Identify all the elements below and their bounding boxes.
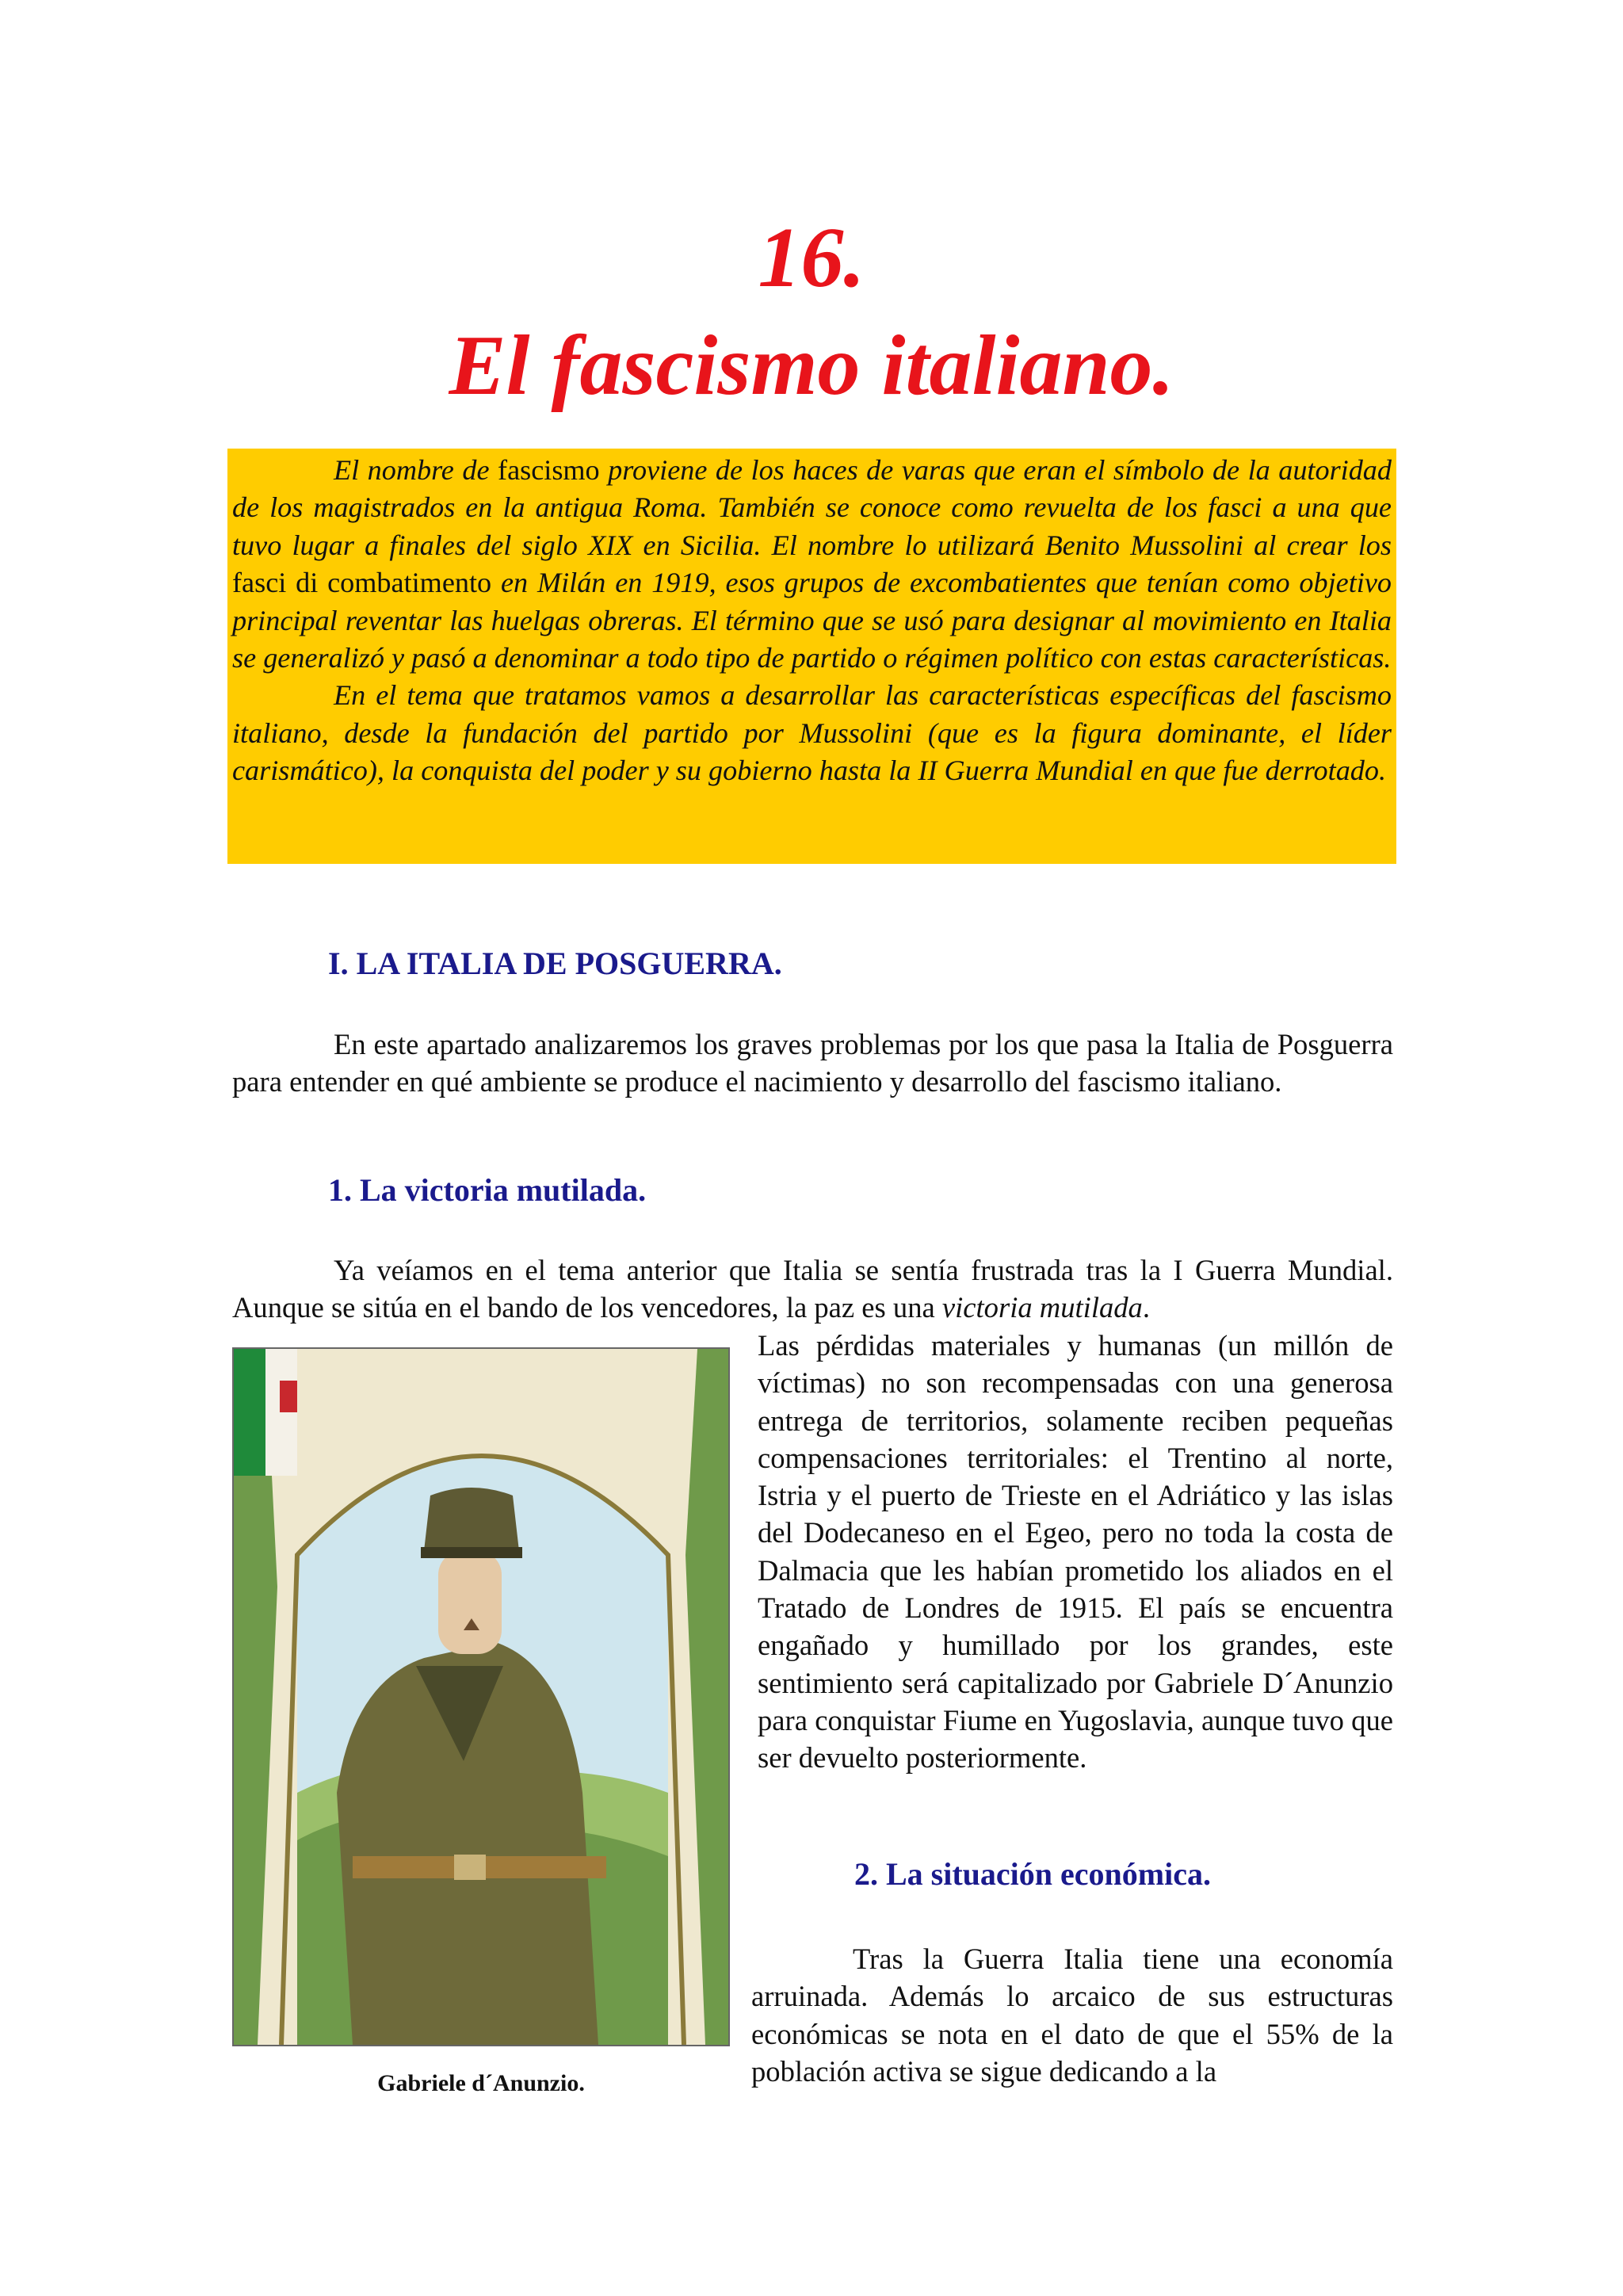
paragraph-emphasis: victoria mutilada xyxy=(941,1291,1143,1324)
subsection-heading-1: 1. La victoria mutilada. xyxy=(328,1172,647,1208)
portrait-image xyxy=(232,1347,730,2046)
chapter-title: El fascismo italiano. xyxy=(449,319,1174,413)
victoria-paragraph-continued: Las pérdidas materiales y humanas (un millón de víctimas) no son recompensadas con una generosa entrega de territorios, solamente reciben pequeñas compensaciones territoriales: el Trentino al norte, Istria y el puerto de Trieste en el Adriático y las islas del Dodecaneso en el Egeo, pero no toda la costa de Dalmacia que les habían prometido los aliados en el Tratado de Londres de 1915. El país se encuentra engañado y humillado por los grandes, este sentimiento será capitalizado por Gabriele D´Anunzio para conquistar Fiume en Yugoslavia, aunque tuvo que ser devuelto posteriormente. xyxy=(758,1329,1393,1775)
chapter-number: 16. xyxy=(758,211,865,305)
figure-caption: Gabriele d´Anunzio. xyxy=(377,2070,585,2096)
intro-box xyxy=(227,449,1396,864)
section-heading: I. LA ITALIA DE POSGUERRA. xyxy=(328,946,782,981)
intro-text: El nombre de xyxy=(334,454,498,486)
portrait-illustration xyxy=(234,1349,728,2045)
economia-paragraph: Tras la Guerra Italia tiene una economía arruinada. Además lo arcaico de sus estructuras económicas se nota en el dato de que el 55% de la población activa se sigue dedicando a la xyxy=(751,1943,1393,2088)
intro-term-fascismo: fascismo xyxy=(498,454,600,486)
paragraph-text: Ya veíamos en el tema anterior que Italia se sentía frustrada tras la I Guerra Mundial. Aunque se sitúa en el bando de los vencedores, la paz es una xyxy=(232,1254,1393,1324)
subsection-heading-2: 2. La situación económica. xyxy=(854,1856,1211,1892)
paragraph-text: . xyxy=(1142,1291,1151,1324)
victoria-paragraph xyxy=(232,1251,1393,1327)
intro-text: proviene de los haces de varas que eran el símbolo de la autoridad de los magistrados en la antigua Roma. También se conoce como revuelta de los fasci a una que tuvo lugar a finales del siglo XIX en Sicilia. El nombre lo utilizará Benito Mussolini al crear los xyxy=(232,454,1392,561)
intro-paragraph-1 xyxy=(232,452,1392,677)
section-intro-paragraph: En este apartado analizaremos los graves problemas por los que pasa la Italia de Posguerra para entender en qué ambiente se produce el nacimiento y desarrollo del fascismo italiano. xyxy=(232,1028,1393,1098)
intro-paragraph-2: En el tema que tratamos vamos a desarrollar las características específicas del fascismo italiano, desde la fundación del partido por Mussolini (que es la figura dominante, el líder carismático), la conquista del poder y su gobierno hasta la II Guerra Mundial en que fue derrotado. xyxy=(232,679,1392,787)
intro-text: en Milán en 1919, esos grupos de excombatientes que tenían como objetivo principal reventar las huelgas obreras. El término que se usó para designar al movimiento en Italia se generalizó y pasó a denominar a todo tipo de partido o régimen político con estas características. xyxy=(232,567,1392,674)
intro-term-fasci: fasci di combatimento xyxy=(232,567,492,599)
